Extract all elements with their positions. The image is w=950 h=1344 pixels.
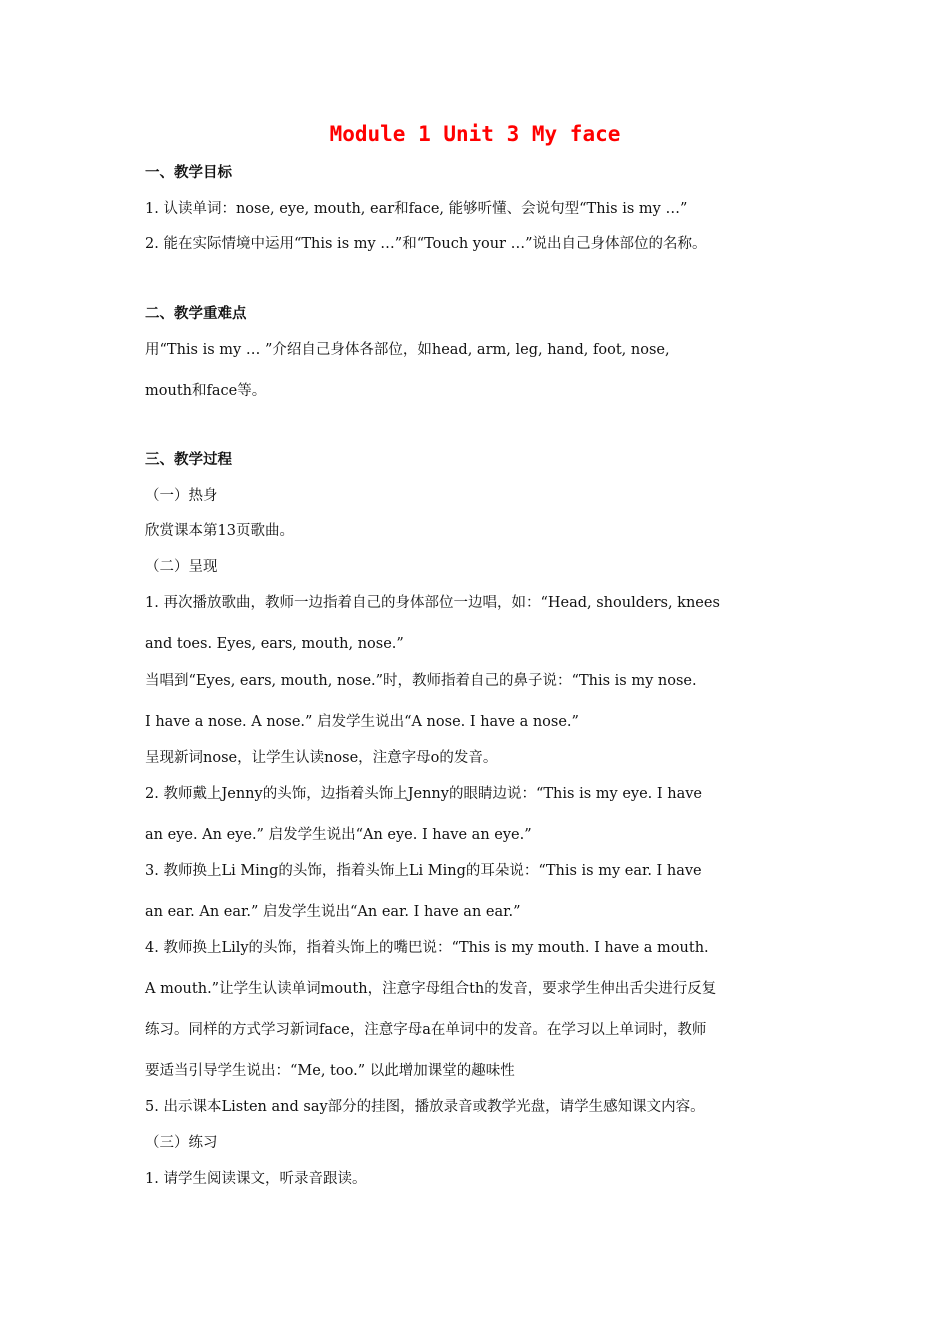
paragraph-line: 呈现新词nose，让学生认读nose，注意字母o的发音。 bbox=[145, 750, 498, 766]
section-heading-goals: 一、教学目标 bbox=[145, 165, 232, 181]
paragraph-line: 练习。同样的方式学习新词face，注意字母a在单词中的发音。在学习以上单词时，教师 bbox=[145, 1022, 707, 1038]
paragraph-line: 1. 认读单词：nose, eye, mouth, ear和face, 能够听懂、会说句型“This is my …” bbox=[145, 201, 688, 217]
paragraph-line: 当唱到“Eyes, ears, mouth, nose.”时，教师指着自己的鼻子说：“This is my nose. bbox=[145, 673, 697, 689]
paragraph-line: 5. 出示课本Listen and say部分的挂图，播放录音或教学光盘，请学生感知课文内容。 bbox=[145, 1099, 705, 1115]
paragraph-line: an eye. An eye.” 启发学生说出“An eye. I have an eye.” bbox=[145, 827, 532, 843]
subsection-practice: （三）练习 bbox=[145, 1135, 218, 1151]
paragraph-line: 4. 教师换上Lily的头饰，指着头饰上的嘴巴说：“This is my mouth. I have a mouth. bbox=[145, 940, 709, 956]
section-heading-key-points: 二、教学重难点 bbox=[145, 306, 247, 322]
paragraph-line: I have a nose. A nose.” 启发学生说出“A nose. I have a nose.” bbox=[145, 714, 579, 730]
page-title: Module 1 Unit 3 My face bbox=[329, 122, 621, 146]
section-heading-process: 三、教学过程 bbox=[145, 452, 232, 468]
paragraph-line: 3. 教师换上Li Ming的头饰，指着头饰上Li Ming的耳朵说：“This is my ear. I have bbox=[145, 863, 702, 879]
paragraph-line: 欣赏课本第13页歌曲。 bbox=[145, 523, 294, 539]
subsection-warmup: （一）热身 bbox=[145, 488, 218, 504]
paragraph-line: 2. 教师戴上Jenny的头饰，边指着头饰上Jenny的眼睛边说：“This is my eye. I have bbox=[145, 786, 702, 802]
paragraph-line: 2. 能在实际情境中运用“This is my …”和“Touch your …”说出自己身体部位的名称。 bbox=[145, 236, 707, 252]
paragraph-line: and toes. Eyes, ears, mouth, nose.” bbox=[145, 636, 404, 652]
paragraph-line: A mouth.”让学生认读单词mouth，注意字母组合th的发音，要求学生伸出舌尖进行反复 bbox=[145, 981, 717, 997]
paragraph-line: 用“This is my … ”介绍自己身体各部位，如head, arm, leg, hand, foot, nose, bbox=[145, 342, 670, 358]
paragraph-line: an ear. An ear.” 启发学生说出“An ear. I have an ear.” bbox=[145, 904, 521, 920]
subsection-presentation: （二）呈现 bbox=[145, 559, 218, 575]
paragraph-line: mouth和face等。 bbox=[145, 383, 267, 399]
paragraph-line: 1. 再次播放歌曲，教师一边指着自己的身体部位一边唱，如：“Head, shoulders, knees bbox=[145, 595, 720, 611]
paragraph-line: 要适当引导学生说出：“Me, too.” 以此增加课堂的趣味性 bbox=[145, 1063, 515, 1079]
paragraph-line: 1. 请学生阅读课文，听录音跟读。 bbox=[145, 1171, 367, 1187]
